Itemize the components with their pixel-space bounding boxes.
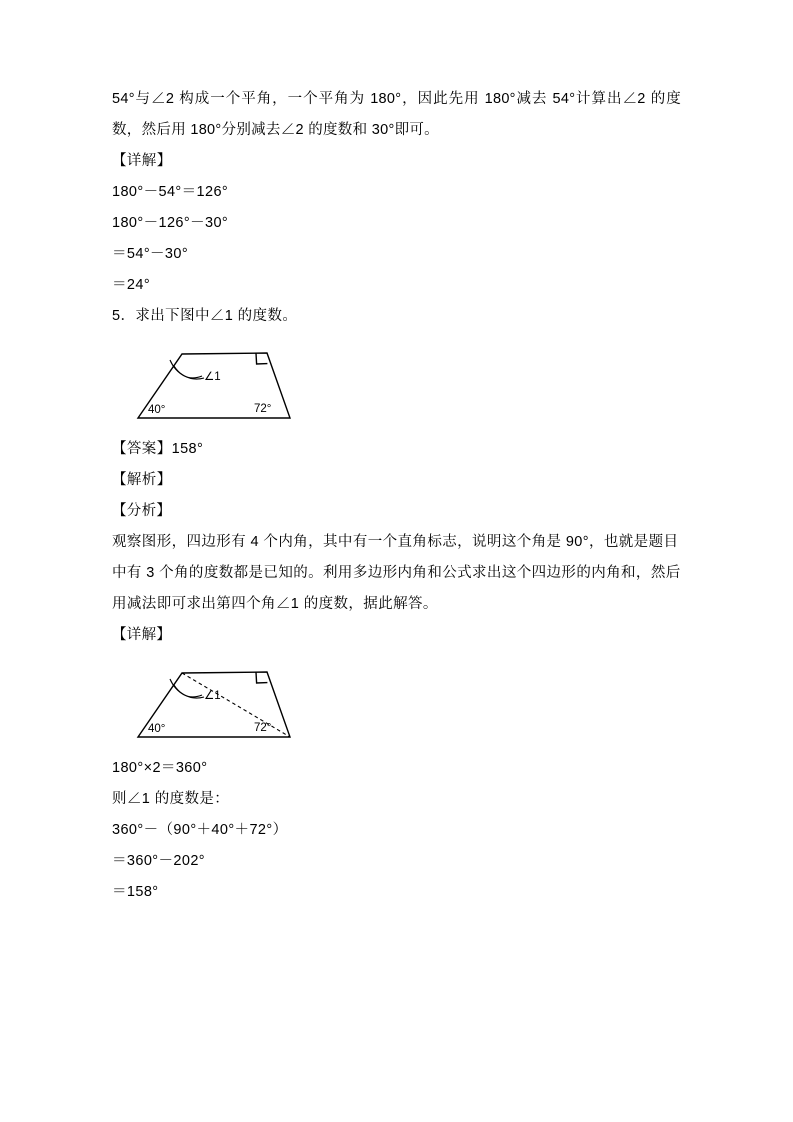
right-angle-mark [256,353,267,364]
angle-1-label: ∠1 [204,371,221,383]
calc-line-6: 则∠1 的度数是： [112,791,230,807]
figure-quadrilateral-1 [112,338,681,430]
calc-line-3: ＝54°－30° [112,246,189,262]
heading-detailed-solution-1: 【详解】 [112,153,172,169]
paragraph-analysis-1: 54°与∠2 构成一个平角，一个平角为 180°，因此先用 180°减去 54°计算出∠2 的度数，然后用 180°分别减去∠2 的度数和 30°即可。 [112,91,681,138]
angle-1-label: ∠1 [204,690,221,702]
angle-left-label: 40° [148,404,166,416]
angle-right-label: 72° [254,722,272,734]
quadrilateral-diagram [130,338,330,430]
question-6-text: ＝158° [112,884,159,900]
right-angle-mark [256,672,267,683]
diagonal-dashed-line [182,673,290,737]
angle-right-label: 72° [254,403,272,415]
heading-explanation: 【答案】158° [112,441,204,457]
calc-line-8: ＝360°－202° [112,853,205,869]
calc-line-7: 360°－（90°＋40°＋72°） [112,822,288,838]
heading-analysis: 【解析】 [112,472,172,488]
calc-line-2: 180°－126°－30° [112,215,229,231]
question-5-text: 5．求出下图中∠1 的度数。 [112,308,298,324]
quadrilateral-diagonal-diagram [130,657,330,749]
calc-line-4: ＝24° [112,277,151,293]
figure-quadrilateral-2 [112,657,681,749]
paragraph-detailed-2: 【详解】 [112,627,172,643]
angle-left-label: 40° [148,723,166,735]
paragraph-analysis-2: 【分析】 [112,503,172,519]
heading-detailed-solution-2: 观察图形，四边形有 4 个内角，其中有一个直角标志，说明这个角是 90°，也就是题目中有 3 个角的度数都是已知的。利用多边形内角和公式求出这个四边形的内角和，然后用减法即可求出第四个角∠1 的度数，据此解答。 [112,534,681,612]
calc-intro-line: 180°×2＝360° [112,760,208,776]
calc-line-1: 180°－54°＝126° [112,184,229,200]
